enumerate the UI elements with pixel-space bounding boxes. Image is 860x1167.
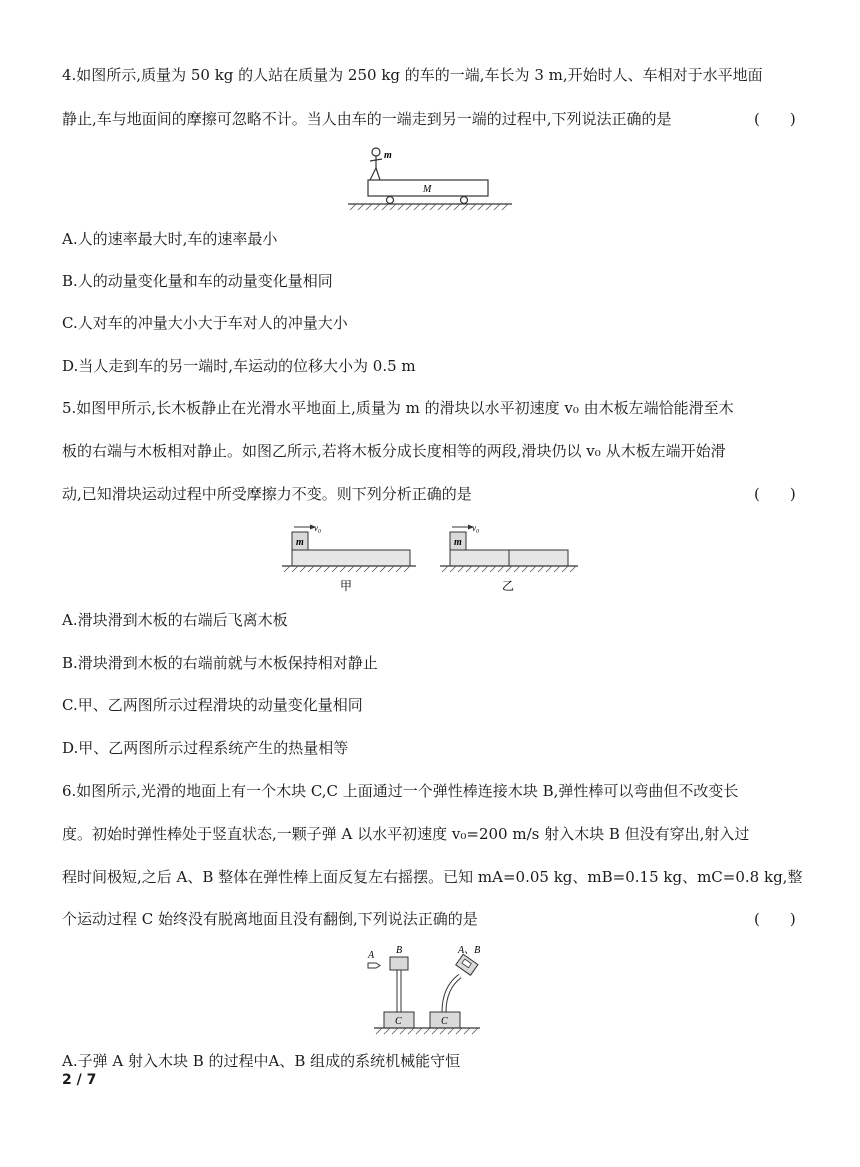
q5-stem-line-1: 5.如图甲所示,长木板静止在光滑水平地面上,质量为 m 的滑块以水平初速度 v₀ 由木板左端恰能滑至木 xyxy=(62,399,734,417)
q4-option-d: D.当人走到车的另一端时,车运动的位移大小为 0.5 m xyxy=(62,357,416,375)
caption-yi: 乙 xyxy=(502,579,515,593)
q5-option-b: B.滑块滑到木板的右端前就与木板保持相对静止 xyxy=(62,654,378,672)
caption-jia: 甲 xyxy=(340,579,353,593)
cart-label: M xyxy=(423,184,432,195)
person-label: m xyxy=(384,150,392,161)
q5-stem-line-2: 板的右端与木板相对静止。如图乙所示,若将木板分成长度相等的两段,滑块仍以 v₀ 从木板左端开始滑 xyxy=(62,442,726,460)
figure-yi xyxy=(440,523,578,593)
page-number: 2 / 7 xyxy=(62,1072,97,1088)
q6-figure-bullet-rod xyxy=(360,942,500,1036)
q6-option-a: A.子弹 A 射入木块 B 的过程中A、B 组成的系统机械能守恒 xyxy=(62,1052,461,1070)
q4-option-c: C.人对车的冲量大小大于车对人的冲量大小 xyxy=(62,314,348,332)
q4-option-a: A.人的速率最大时,车的速率最小 xyxy=(62,230,278,248)
velocity-label-yi: v₀ xyxy=(472,523,480,533)
block-c-label-right: C xyxy=(441,1016,448,1027)
block-label-jia: m xyxy=(296,537,304,548)
q6-answer-paren: ( ) xyxy=(754,910,796,928)
velocity-label-jia: v₀ xyxy=(314,523,322,533)
q4-answer-paren: ( ) xyxy=(754,110,796,128)
block-label-yi: m xyxy=(454,537,462,548)
q4-figure-person-cart xyxy=(340,144,520,214)
block-b-label: B xyxy=(396,945,403,956)
q4-stem-line-1: 4.如图所示,质量为 50 kg 的人站在质量为 250 kg 的车的一端,车长为 3 m,开始时人、车相对于水平地面 xyxy=(62,66,763,84)
q5-answer-paren: ( ) xyxy=(754,485,796,503)
block-c-label-left: C xyxy=(395,1016,402,1027)
q4-option-b: B.人的动量变化量和车的动量变化量相同 xyxy=(62,272,333,290)
q5-stem-line-3: 动,已知滑块运动过程中所受摩擦力不变。则下列分析正确的是 xyxy=(62,485,472,503)
q5-figure-board-block xyxy=(276,518,586,594)
q6-stem-line-1: 6.如图所示,光滑的地面上有一个木块 C,C 上面通过一个弹性棒连接木块 B,弹性棒可以弯曲但不改变长 xyxy=(62,782,739,800)
q6-stem-line-2: 度。初始时弹性棒处于竖直状态,一颗子弹 A 以水平初速度 v₀=200 m/s 射入木块 B 但没有穿出,射入过 xyxy=(62,825,750,843)
q5-option-a: A.滑块滑到木板的右端后飞离木板 xyxy=(62,611,288,629)
bullet-label: A xyxy=(368,950,375,961)
swing-label: A、B xyxy=(458,945,481,956)
q6-stem-line-3: 程时间极短,之后 A、B 整体在弹性棒上面反复左右摇摆。已知 mA=0.05 kg、mB=0.15 kg、mC=0.8 kg,整 xyxy=(62,868,803,886)
q5-option-c: C.甲、乙两图所示过程滑块的动量变化量相同 xyxy=(62,696,363,714)
q6-stem-line-4: 个运动过程 C 始终没有脱离地面且没有翻倒,下列说法正确的是 xyxy=(62,910,478,928)
q5-option-d: D.甲、乙两图所示过程系统产生的热量相等 xyxy=(62,739,349,757)
q4-stem-line-2: 静止,车与地面间的摩擦可忽略不计。当人由车的一端走到另一端的过程中,下列说法正确的是 xyxy=(62,110,672,128)
figure-jia xyxy=(282,523,416,593)
